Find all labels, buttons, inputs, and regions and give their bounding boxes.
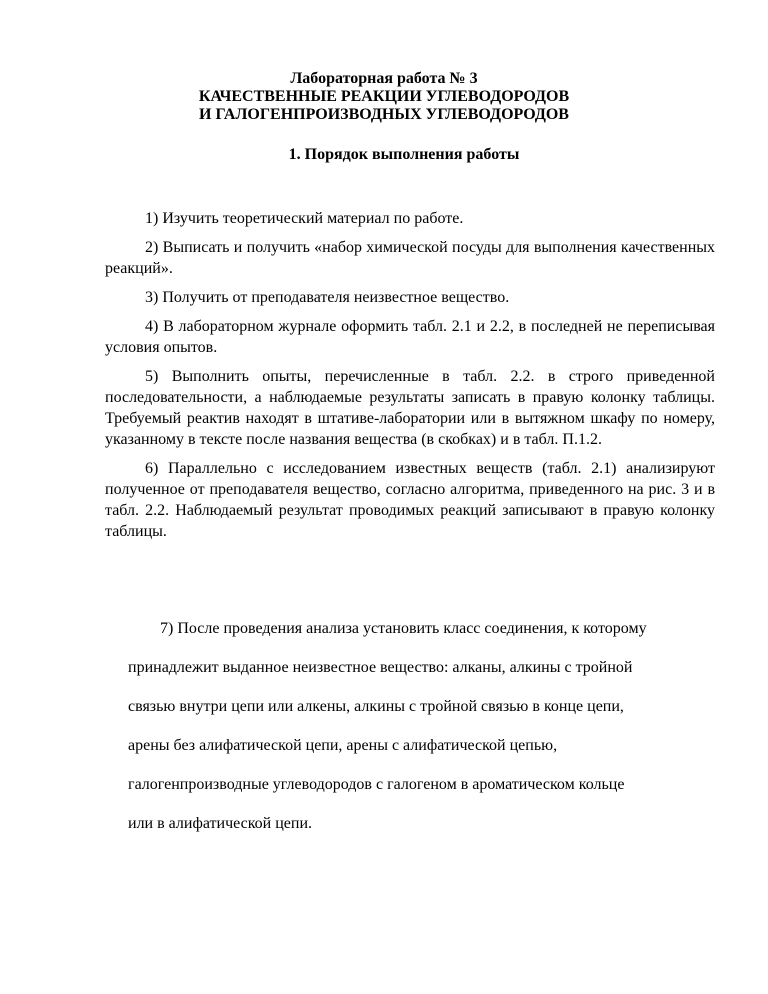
lab-work-topic-line-2: И ГАЛОГЕНПРОИЗВОДНЫХ УГЛЕВОДОРОДОВ	[199, 106, 569, 123]
section-heading: 1. Порядок выполнения работы	[288, 146, 520, 163]
item7-line: или в алифатической цепи.	[128, 815, 313, 832]
item7-line: связью внутри цепи или алкены, алкины с тройной связью в конце цепи,	[128, 698, 624, 715]
item-number: 1)	[145, 210, 159, 227]
list-item	[105, 316, 715, 358]
lab-work-topic-line-1: КАЧЕСТВЕННЫЕ РЕАКЦИИ УГЛЕВОДОРОДОВ	[198, 88, 570, 105]
item-text: Выписать и получить «набор химической посуды для выполнения качественных реакций».	[105, 239, 716, 277]
list-item	[105, 287, 715, 308]
item7-line: арены без алифатической цепи, арены с алифатической цепью,	[128, 737, 558, 754]
lab-work-title: Лабораторная работа № 3	[290, 70, 478, 87]
item-number: 5)	[145, 368, 159, 385]
item-number: 2)	[145, 239, 159, 256]
item7-line: 7) После проведения анализа установить класс соединения, к которому	[160, 620, 647, 637]
procedure-list	[105, 208, 715, 550]
list-item-7	[128, 609, 718, 843]
item-text: В лабораторном журнале оформить табл. 2.1 и 2.2, в последней не переписывая условия опытов.	[105, 318, 716, 356]
list-item	[105, 366, 715, 450]
item-number: 4)	[145, 318, 159, 335]
list-item	[105, 458, 715, 542]
item-text: Параллельно с исследованием известных веществ (табл. 2.1) анализируют полученное от преподавателя вещество, согласно алгоритма, приведенного на рис. 3 и в табл. 2.2. Наблюдаемый результат проводимых реакций записывают в правую колонку таблицы.	[105, 460, 715, 540]
item-text: Выполнить опыты, перечисленные в табл. 2.2. в строго приведенной последовательности, а наблюдаемые результаты записать в правую колонку таблицы. Требуемый реактив находят в штативе-лаборатории или в вытяжном шкафу по номеру, указанному в тексте после названия вещества (в скобках) и в табл. П.1.2.	[105, 368, 715, 448]
item-number: 6)	[145, 460, 159, 477]
item-number: 3)	[145, 289, 159, 306]
item-text: Получить от преподавателя неизвестное вещество.	[162, 289, 510, 306]
item7-line: галогенпроизводные углеводородов с галогеном в ароматическом кольце	[128, 776, 625, 793]
list-item	[105, 237, 715, 279]
item-text: Изучить теоретический материал по работе.	[162, 210, 464, 227]
document-header	[0, 70, 768, 124]
item7-line: принадлежит выданное неизвестное вещество: алканы, алкины с тройной	[128, 659, 633, 676]
list-item	[105, 208, 715, 229]
